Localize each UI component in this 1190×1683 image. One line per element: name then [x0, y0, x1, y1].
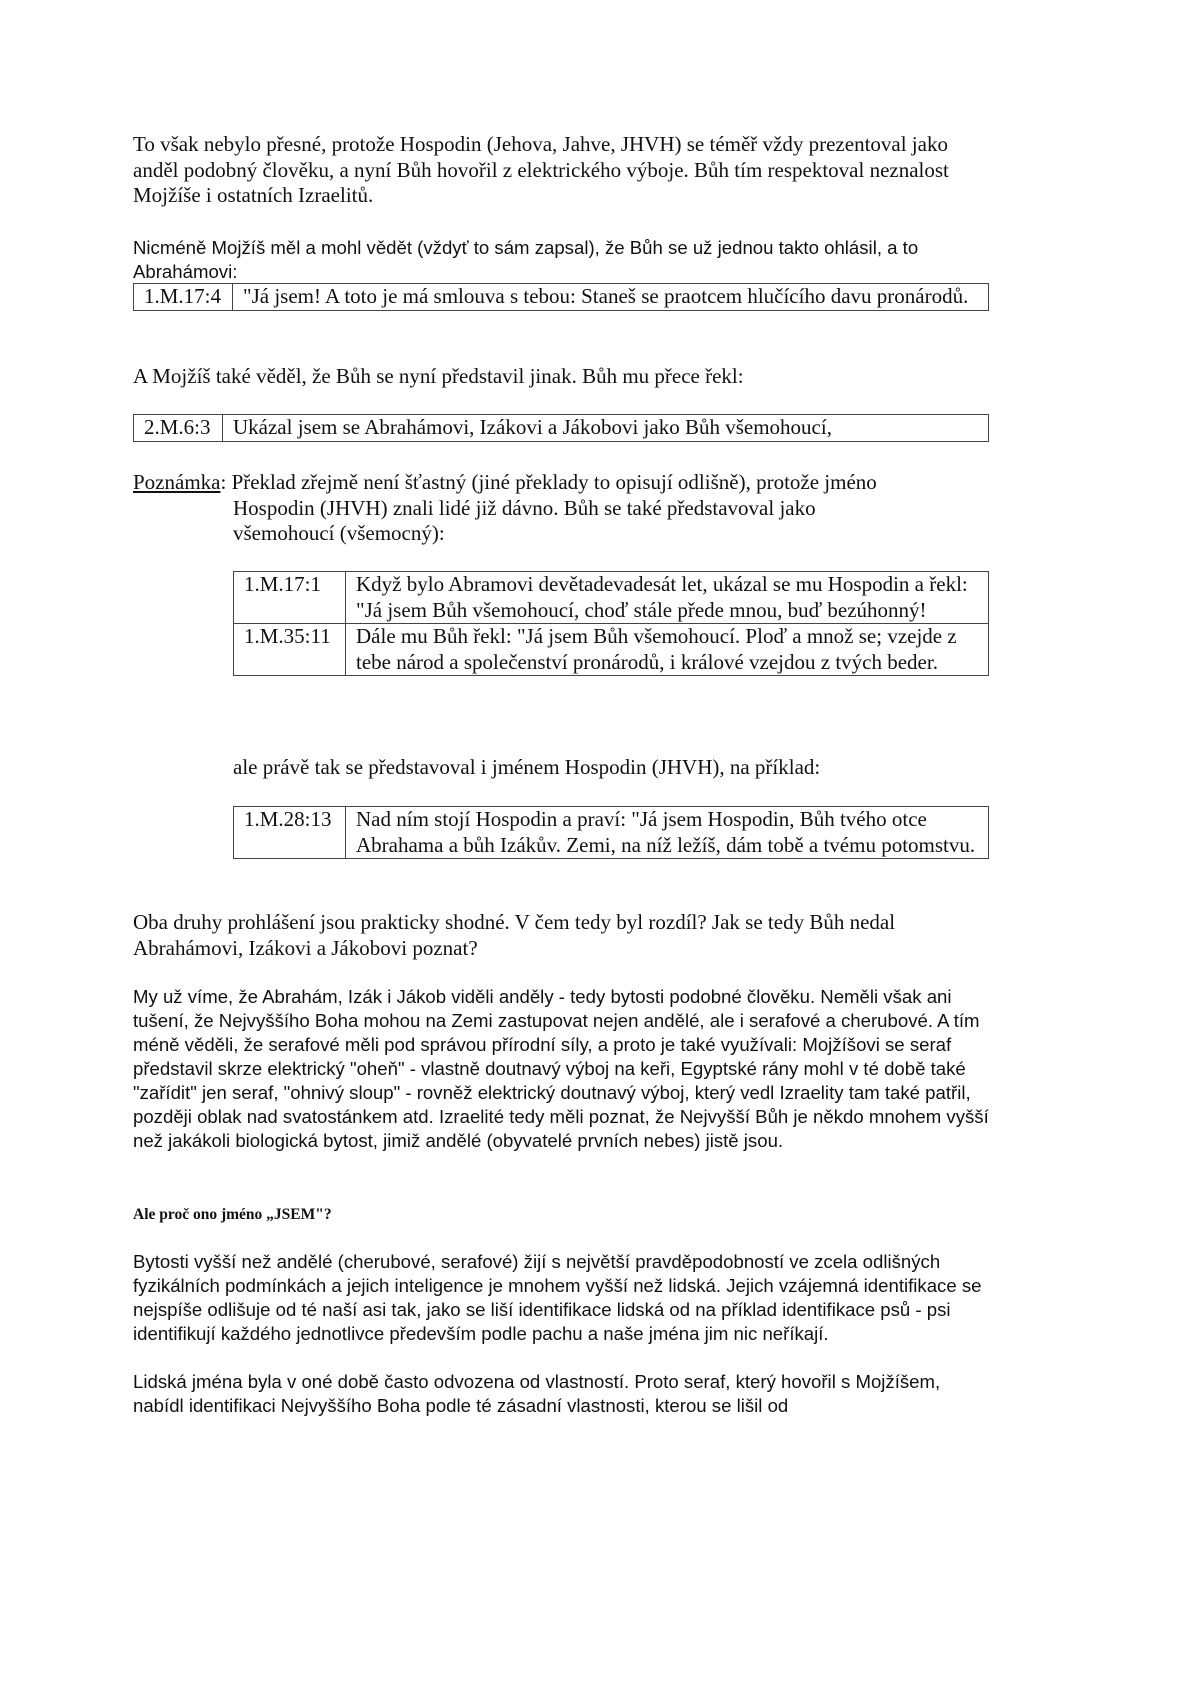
paragraph-intro: To však nebylo přesné, protože Hospodin (Jehova, Jahve, JHVH) se téměř vždy prezentoval jako anděl podobný člověku, a nyní Bůh hovořil z elektrického výboje. Bůh tím respektoval neznalost Mojžíše i ostatních Izraelitů.	[133, 132, 949, 207]
paragraph-higher-beings: Bytosti vyšší než andělé (cherubové, serafové) žijí s největší pravděpodobností ve zcela odlišných fyzikálních podmínkách a jejich inteligence je mnohem vyšší než lidská. Jejich vzájemná identifikace se nejspíše odlišuje od té naší asi tak, jako se liší identifikace lidská od na příklad identifikace psů - psi identifikují každého jednotlivce především podle pachu a naše jména jim nic neříkají.	[133, 1251, 982, 1344]
table-row	[234, 807, 989, 859]
note-block	[133, 470, 993, 547]
verse-reference: 1.M.17:1	[234, 572, 346, 624]
paragraph-difference-question: Oba druhy prohlášení jsou prakticky shodné. V čem tedy byl rozdíl? Jak se tedy Bůh nedal Abrahámovi, Izákovi a Jákobovi poznat?	[133, 910, 896, 960]
verse-table-4	[233, 806, 989, 859]
paragraph-human-names: Lidská jména byla v oné době často odvozena od vlastností. Proto seraf, který hovořil s Mojžíšem, nabídl identifikaci Nejvyššího Boha podle té zásadní vlastnosti, kterou se lišil od	[133, 1371, 941, 1416]
paragraph-hospodin-example: ale právě tak se představoval i jménem Hospodin (JHVH), na příklad:	[233, 755, 821, 779]
verse-text: "Já jsem! A toto je má smlouva s tebou: Staneš se praotcem hlučícího davu pronárodů.	[233, 284, 989, 311]
table-row	[134, 415, 989, 442]
verse-text: Ukázal jsem se Abrahámovi, Izákovi a Jákobovi jako Bůh všemohoucí,	[223, 415, 989, 442]
table-row	[134, 284, 989, 311]
verse-text: Když bylo Abramovi devětadevadesát let, ukázal se mu Hospodin a řekl: "Já jsem Bůh všemohoucí, choď stále přede mnou, buď bezúhonný!	[346, 572, 989, 624]
verse-table-1	[133, 283, 989, 311]
verse-reference: 1.M.28:13	[234, 807, 346, 859]
note-first-line	[133, 470, 993, 496]
paragraph-moses-knew: A Mojžíš také věděl, že Bůh se nyní představil jinak. Bůh mu přece řekl:	[133, 364, 744, 388]
section-heading: Ale proč ono jméno „JSEM"?	[133, 1206, 332, 1223]
verse-reference: 1.M.35:11	[234, 624, 346, 676]
note-text: : Překlad zřejmě není šťastný (jiné překlady to opisují odlišně), protože jméno	[220, 470, 877, 494]
paragraph-angels: My už víme, že Abrahám, Izák i Jákob viděli anděly - tedy bytosti podobné člověku. Neměli však ani tušení, že Nejvyššího Boha mohou na Zemi zastupovat nejen andělé, ale i serafové a cherubové. A tím méně věděli, že serafové měli pod správou přírodní síly, a proto je také využívali: Mojžíšovi se seraf představil skrze elektrický "oheň" - vlastně doutnavý výboj na keři, Egyptské rány mohl v té době také "zařídit" jen seraf, "ohnivý sloup" - rovněž elektrický doutnavý výboj, který vedl Izraelity tam také patřil, později oblak nad svatostánkem atd. Izraelité tedy měli poznat, že Nejvyšší Bůh je někdo mnohem vyšší než jakákoli biologická bytost, jimiž andělé (obyvatelé prvních nebes) jistě jsou.	[133, 986, 989, 1151]
paragraph-abraham-note: Nicméně Mojžíš měl a mohl vědět (vždyť to sám zapsal), že Bůh se už jednou takto ohlásil, a to Abrahámovi:	[133, 237, 919, 282]
note-continuation: Hospodin (JHVH) znali lidé již dávno. Bůh se také představoval jako všemohoucí (všemocný):	[233, 495, 816, 545]
verse-text: Nad ním stojí Hospodin a praví: "Já jsem Hospodin, Bůh tvého otce Abrahama a bůh Izákův. Zemi, na níž ležíš, dám tobě a tvému potomstvu.	[346, 807, 989, 859]
table-row	[234, 624, 989, 676]
verse-table-3	[233, 571, 989, 676]
verse-reference: 1.M.17:4	[134, 284, 233, 311]
table-row	[234, 572, 989, 624]
verse-table-2	[133, 414, 989, 442]
verse-reference: 2.M.6:3	[134, 415, 223, 442]
verse-text: Dále mu Bůh řekl: "Já jsem Bůh všemohoucí. Ploď a množ se; vzejde z tebe národ a společenství pronárodů, i králové vzejdou z tvých beder.	[346, 624, 989, 676]
note-label: Poznámka	[133, 470, 221, 494]
